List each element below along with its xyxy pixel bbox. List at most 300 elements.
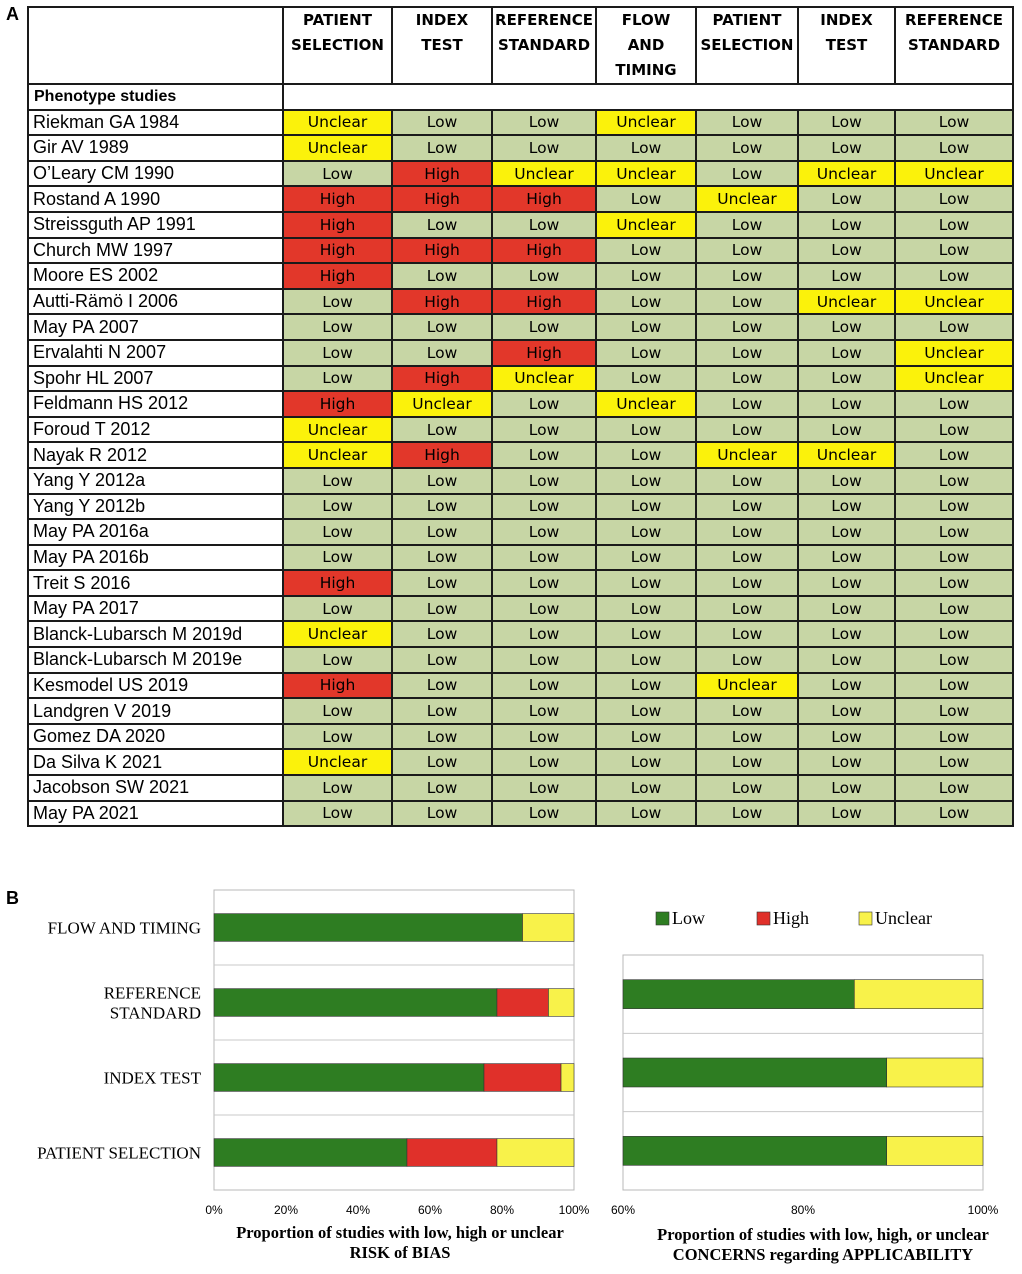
table-row (28, 417, 1013, 443)
study-name: Nayak R 2012 (28, 442, 283, 468)
rating-cell: Unclear (283, 621, 392, 647)
table-row (28, 570, 1013, 596)
rating-cell: Low (895, 749, 1013, 775)
study-name: Rostand A 1990 (28, 186, 283, 212)
column-header: PATIENT SELECTION (283, 7, 392, 84)
rating-cell: Low (596, 289, 696, 315)
rating-cell: Low (392, 468, 492, 494)
panel-b-charts (0, 880, 1022, 1274)
table-row (28, 494, 1013, 520)
rating-cell: Low (895, 570, 1013, 596)
rating-cell: Unclear (696, 673, 798, 699)
bar-low (623, 1058, 887, 1087)
rating-cell: Low (696, 366, 798, 392)
study-name: Streissguth AP 1991 (28, 212, 283, 238)
rating-cell: Unclear (596, 212, 696, 238)
column-header: INDEX TEST (392, 7, 492, 84)
rating-cell: Low (596, 724, 696, 750)
rating-cell: Low (798, 468, 895, 494)
rating-cell: Low (492, 545, 596, 571)
table-row (28, 238, 1013, 264)
rating-cell: Low (895, 494, 1013, 520)
rating-cell: Low (283, 468, 392, 494)
rating-cell: Low (696, 494, 798, 520)
rating-cell: Low (798, 186, 895, 212)
panel-a-label: A (6, 4, 19, 24)
tick-label: 40% (345, 1203, 371, 1217)
rating-cell: Low (492, 673, 596, 699)
rating-cell: Low (798, 238, 895, 264)
rating-cell: Low (596, 570, 696, 596)
rating-cell: Low (696, 110, 798, 136)
rating-cell: Unclear (283, 110, 392, 136)
table-row (28, 673, 1013, 699)
rating-cell: Low (696, 724, 798, 750)
tick-label: 60% (610, 1203, 636, 1217)
rating-cell: Low (492, 647, 596, 673)
rating-cell: Low (492, 212, 596, 238)
rating-cell: High (392, 289, 492, 315)
rating-cell: Low (596, 263, 696, 289)
rating-cell: Low (596, 186, 696, 212)
rating-cell: Low (492, 314, 596, 340)
study-name: Kesmodel US 2019 (28, 673, 283, 699)
tick-label: 0% (205, 1203, 223, 1217)
rating-cell: Low (492, 724, 596, 750)
bar-unclear (523, 914, 574, 942)
rating-cell: Unclear (392, 391, 492, 417)
rating-cell: Low (596, 596, 696, 622)
panel-b-label: B (6, 888, 19, 908)
rating-cell: Low (696, 468, 798, 494)
rating-cell: Low (696, 340, 798, 366)
study-name: Treit S 2016 (28, 570, 283, 596)
rating-cell: Low (596, 314, 696, 340)
rating-cell: Unclear (696, 186, 798, 212)
bar-unclear (887, 1058, 983, 1087)
table-row (28, 110, 1013, 136)
rating-cell: Low (798, 647, 895, 673)
rating-cell: Low (696, 596, 798, 622)
study-name: Da Silva K 2021 (28, 749, 283, 775)
rating-cell: Low (596, 340, 696, 366)
rating-cell: Unclear (798, 289, 895, 315)
rating-cell: Low (696, 314, 798, 340)
rating-cell: Low (798, 801, 895, 827)
rating-cell: Low (492, 596, 596, 622)
rating-cell: Low (392, 417, 492, 443)
rating-cell: High (283, 186, 392, 212)
table-row (28, 212, 1013, 238)
rating-cell: Low (392, 801, 492, 827)
study-name: O’Leary CM 1990 (28, 161, 283, 187)
rating-cell: Low (895, 698, 1013, 724)
bar-low (214, 914, 523, 942)
study-name: Jacobson SW 2021 (28, 775, 283, 801)
category-label: FLOW AND TIMING (47, 918, 201, 938)
rating-cell: Low (798, 340, 895, 366)
study-name: Foroud T 2012 (28, 417, 283, 443)
rating-cell: Low (596, 749, 696, 775)
rating-cell: Low (492, 263, 596, 289)
rating-cell: Unclear (798, 442, 895, 468)
rating-cell: Unclear (895, 366, 1013, 392)
rating-cell: Unclear (895, 340, 1013, 366)
rating-cell: Unclear (895, 289, 1013, 315)
rating-cell: Low (895, 212, 1013, 238)
rating-cell: Unclear (283, 417, 392, 443)
rating-cell: Low (492, 494, 596, 520)
study-name: May PA 2016a (28, 519, 283, 545)
rating-cell: Low (283, 801, 392, 827)
rating-cell: Low (283, 647, 392, 673)
rating-cell: Low (392, 545, 492, 571)
category-label: INDEX TEST (103, 1068, 201, 1088)
table-row (28, 289, 1013, 315)
rating-cell: Low (696, 801, 798, 827)
rating-cell: Low (392, 570, 492, 596)
rating-cell: High (492, 289, 596, 315)
rating-cell: Unclear (596, 161, 696, 187)
rating-cell: Low (392, 698, 492, 724)
rating-cell: Low (283, 698, 392, 724)
rating-cell: Low (696, 775, 798, 801)
rating-cell: Unclear (798, 161, 895, 187)
table-row (28, 391, 1013, 417)
rating-cell: Low (696, 417, 798, 443)
rating-cell: Low (492, 801, 596, 827)
bar-low (623, 980, 854, 1009)
rating-cell: Low (596, 621, 696, 647)
table-row (28, 519, 1013, 545)
rating-cell: Low (596, 238, 696, 264)
rating-cell: Unclear (696, 442, 798, 468)
rating-cell: High (392, 238, 492, 264)
rating-cell: Low (492, 110, 596, 136)
rating-cell: Low (392, 775, 492, 801)
rating-cell: Low (596, 366, 696, 392)
rating-cell: Low (283, 775, 392, 801)
rating-cell: High (283, 212, 392, 238)
rating-cell: Low (283, 314, 392, 340)
legend-label: Unclear (875, 908, 932, 928)
tick-label: 80% (489, 1203, 515, 1217)
table-row (28, 647, 1013, 673)
rating-cell: Low (392, 673, 492, 699)
rating-cell: Low (895, 263, 1013, 289)
rating-cell: Low (283, 289, 392, 315)
rating-cell: Low (798, 596, 895, 622)
category-label: REFERENCE STANDARD (103, 983, 201, 1023)
rating-cell: Low (696, 238, 798, 264)
rating-cell: Low (596, 647, 696, 673)
rating-cell: Low (798, 698, 895, 724)
rating-cell: Low (492, 391, 596, 417)
rating-cell: Low (798, 724, 895, 750)
rating-cell: High (392, 366, 492, 392)
rating-cell: Low (492, 417, 596, 443)
bar-high (407, 1139, 497, 1167)
rating-cell: Low (283, 724, 392, 750)
study-name: May PA 2021 (28, 801, 283, 827)
table-header-row (28, 7, 1013, 84)
study-name: Blanck-Lubarsch M 2019e (28, 647, 283, 673)
rating-cell: Low (283, 340, 392, 366)
rating-cell: Low (798, 621, 895, 647)
rating-cell: Low (392, 724, 492, 750)
table-row (28, 135, 1013, 161)
column-header: REFERENCE STANDARD (492, 7, 596, 84)
rating-cell: Low (596, 135, 696, 161)
bar-high (497, 989, 548, 1017)
tick-label: 100% (558, 1203, 590, 1217)
bar-unclear (887, 1136, 983, 1165)
table-row (28, 468, 1013, 494)
rating-cell: Low (392, 494, 492, 520)
rating-cell: High (283, 238, 392, 264)
rating-cell: Low (696, 263, 798, 289)
column-header: REFERENCE STANDARD (895, 7, 1013, 84)
rating-cell: Low (696, 698, 798, 724)
tick-label: 80% (790, 1203, 816, 1217)
legend-swatch-high (757, 912, 770, 925)
rating-cell: High (492, 186, 596, 212)
rating-cell: Low (798, 749, 895, 775)
column-header: PATIENT SELECTION (696, 7, 798, 84)
bar-high (484, 1064, 561, 1092)
rating-cell: Low (895, 314, 1013, 340)
rating-cell: Low (798, 366, 895, 392)
rating-cell: Low (895, 801, 1013, 827)
rating-cell: Low (492, 135, 596, 161)
rating-cell: Low (798, 775, 895, 801)
quadas-table (27, 6, 1014, 827)
rating-cell: Low (798, 494, 895, 520)
rating-cell: Low (492, 442, 596, 468)
study-name: Gir AV 1989 (28, 135, 283, 161)
rating-cell: Low (596, 519, 696, 545)
rating-cell: Low (596, 801, 696, 827)
rating-cell: Low (283, 545, 392, 571)
rating-cell: Low (798, 263, 895, 289)
rating-cell: High (492, 340, 596, 366)
bar-unclear (854, 980, 983, 1009)
bar-unclear (561, 1064, 574, 1092)
rating-cell: Low (392, 596, 492, 622)
rating-cell: Low (492, 749, 596, 775)
rating-cell: Low (596, 442, 696, 468)
rating-cell: High (283, 570, 392, 596)
rating-cell: Low (798, 314, 895, 340)
rating-cell: Low (392, 621, 492, 647)
legend-label: Low (672, 908, 705, 928)
rating-cell: Low (492, 698, 596, 724)
rating-cell: Low (696, 391, 798, 417)
bar-unclear (497, 1139, 574, 1167)
x-axis-label: Proportion of studies with low, high, or unclear CONCERNS regarding APPLICABILITY (657, 1225, 989, 1264)
rating-cell: Low (798, 417, 895, 443)
section-row (28, 84, 1013, 110)
rating-cell: Unclear (596, 110, 696, 136)
rating-cell: Low (596, 468, 696, 494)
rating-cell: Low (696, 647, 798, 673)
rating-cell: Low (895, 545, 1013, 571)
rating-cell: Low (283, 519, 392, 545)
rating-cell: High (283, 391, 392, 417)
rating-cell: High (283, 263, 392, 289)
table-row (28, 314, 1013, 340)
section-blank (283, 84, 1013, 110)
legend-swatch-unclear (859, 912, 872, 925)
rating-cell: Low (895, 724, 1013, 750)
study-name: Yang Y 2012b (28, 494, 283, 520)
rating-cell: Low (895, 673, 1013, 699)
rating-cell: High (392, 186, 492, 212)
rating-cell: Low (895, 468, 1013, 494)
rating-cell: Low (392, 212, 492, 238)
study-name: Gomez DA 2020 (28, 724, 283, 750)
rating-cell: Low (596, 698, 696, 724)
rating-cell: Unclear (283, 135, 392, 161)
tick-label: 60% (417, 1203, 443, 1217)
study-name: Moore ES 2002 (28, 263, 283, 289)
rating-cell: Low (798, 135, 895, 161)
rating-cell: Low (798, 570, 895, 596)
bar-unclear (548, 989, 574, 1017)
table-row (28, 698, 1013, 724)
table-row (28, 263, 1013, 289)
rating-cell: High (283, 673, 392, 699)
study-name: May PA 2007 (28, 314, 283, 340)
rating-cell: Low (895, 519, 1013, 545)
rating-cell: Low (696, 621, 798, 647)
study-name: Landgren V 2019 (28, 698, 283, 724)
x-axis-label: Proportion of studies with low, high or unclear RISK of BIAS (236, 1223, 564, 1262)
rating-cell: Low (392, 135, 492, 161)
rating-cell: Low (895, 775, 1013, 801)
table-row (28, 340, 1013, 366)
rating-cell: Low (895, 391, 1013, 417)
table-row (28, 545, 1013, 571)
rating-cell: Low (492, 621, 596, 647)
rating-cell: Low (596, 494, 696, 520)
rating-cell: Low (596, 673, 696, 699)
rating-cell: Low (696, 212, 798, 238)
study-name: May PA 2017 (28, 596, 283, 622)
header-blank (28, 7, 283, 84)
bar-low (214, 989, 497, 1017)
rating-cell: Unclear (492, 366, 596, 392)
study-name: Riekman GA 1984 (28, 110, 283, 136)
table-row (28, 724, 1013, 750)
rating-cell: Low (392, 263, 492, 289)
rating-cell: Low (283, 596, 392, 622)
table-row (28, 161, 1013, 187)
rating-cell: Unclear (283, 749, 392, 775)
study-name: May PA 2016b (28, 545, 283, 571)
table-row (28, 801, 1013, 827)
study-name: Yang Y 2012a (28, 468, 283, 494)
section-label: Phenotype studies (28, 84, 283, 110)
rating-cell: Low (895, 110, 1013, 136)
bar-low (214, 1139, 407, 1167)
rating-cell: Low (492, 775, 596, 801)
rating-cell: Low (798, 519, 895, 545)
rating-cell: Low (392, 110, 492, 136)
rating-cell: Low (895, 442, 1013, 468)
rating-cell: High (492, 238, 596, 264)
rating-cell: Low (492, 570, 596, 596)
rating-cell: Low (895, 135, 1013, 161)
rating-cell: Low (596, 417, 696, 443)
rating-cell: Low (696, 749, 798, 775)
rating-cell: Low (895, 596, 1013, 622)
table-row (28, 596, 1013, 622)
study-name: Ervalahti N 2007 (28, 340, 283, 366)
tick-label: 20% (273, 1203, 299, 1217)
rating-cell: Low (596, 775, 696, 801)
rating-cell: Low (392, 749, 492, 775)
rating-cell: Low (492, 519, 596, 545)
rating-cell: Low (392, 314, 492, 340)
rating-cell: Low (696, 570, 798, 596)
table-row (28, 775, 1013, 801)
rating-cell: Low (283, 161, 392, 187)
bar-low (623, 1136, 887, 1165)
rating-cell: Low (798, 391, 895, 417)
rating-cell: Low (392, 519, 492, 545)
table-body (28, 84, 1013, 826)
rating-cell: Low (798, 673, 895, 699)
rating-cell: Low (596, 545, 696, 571)
rating-cell: Low (895, 647, 1013, 673)
rating-cell: Low (696, 545, 798, 571)
study-name: Spohr HL 2007 (28, 366, 283, 392)
rating-cell: High (392, 442, 492, 468)
table-row (28, 749, 1013, 775)
rating-cell: Low (492, 468, 596, 494)
rating-cell: Low (696, 161, 798, 187)
rating-cell: Unclear (596, 391, 696, 417)
rating-cell: Low (392, 647, 492, 673)
rating-cell: Low (392, 340, 492, 366)
rating-cell: Low (696, 289, 798, 315)
rating-cell: Low (696, 519, 798, 545)
table-row (28, 621, 1013, 647)
table-row (28, 186, 1013, 212)
rating-cell: Low (895, 417, 1013, 443)
study-name: Feldmann HS 2012 (28, 391, 283, 417)
rating-cell: Low (798, 545, 895, 571)
tick-label: 100% (967, 1203, 999, 1217)
rating-cell: Low (696, 135, 798, 161)
legend-label: High (773, 908, 809, 928)
table-row (28, 442, 1013, 468)
study-name: Autti-Rämö I 2006 (28, 289, 283, 315)
study-name: Church MW 1997 (28, 238, 283, 264)
column-header: INDEX TEST (798, 7, 895, 84)
column-header: FLOW AND TIMING (596, 7, 696, 84)
rating-cell: Low (798, 110, 895, 136)
rating-cell: Unclear (492, 161, 596, 187)
rating-cell: Low (798, 212, 895, 238)
rating-cell: Low (895, 238, 1013, 264)
rating-cell: Low (895, 621, 1013, 647)
study-name: Blanck-Lubarsch M 2019d (28, 621, 283, 647)
rating-cell: Low (895, 186, 1013, 212)
rating-cell: High (392, 161, 492, 187)
rating-cell: Unclear (895, 161, 1013, 187)
